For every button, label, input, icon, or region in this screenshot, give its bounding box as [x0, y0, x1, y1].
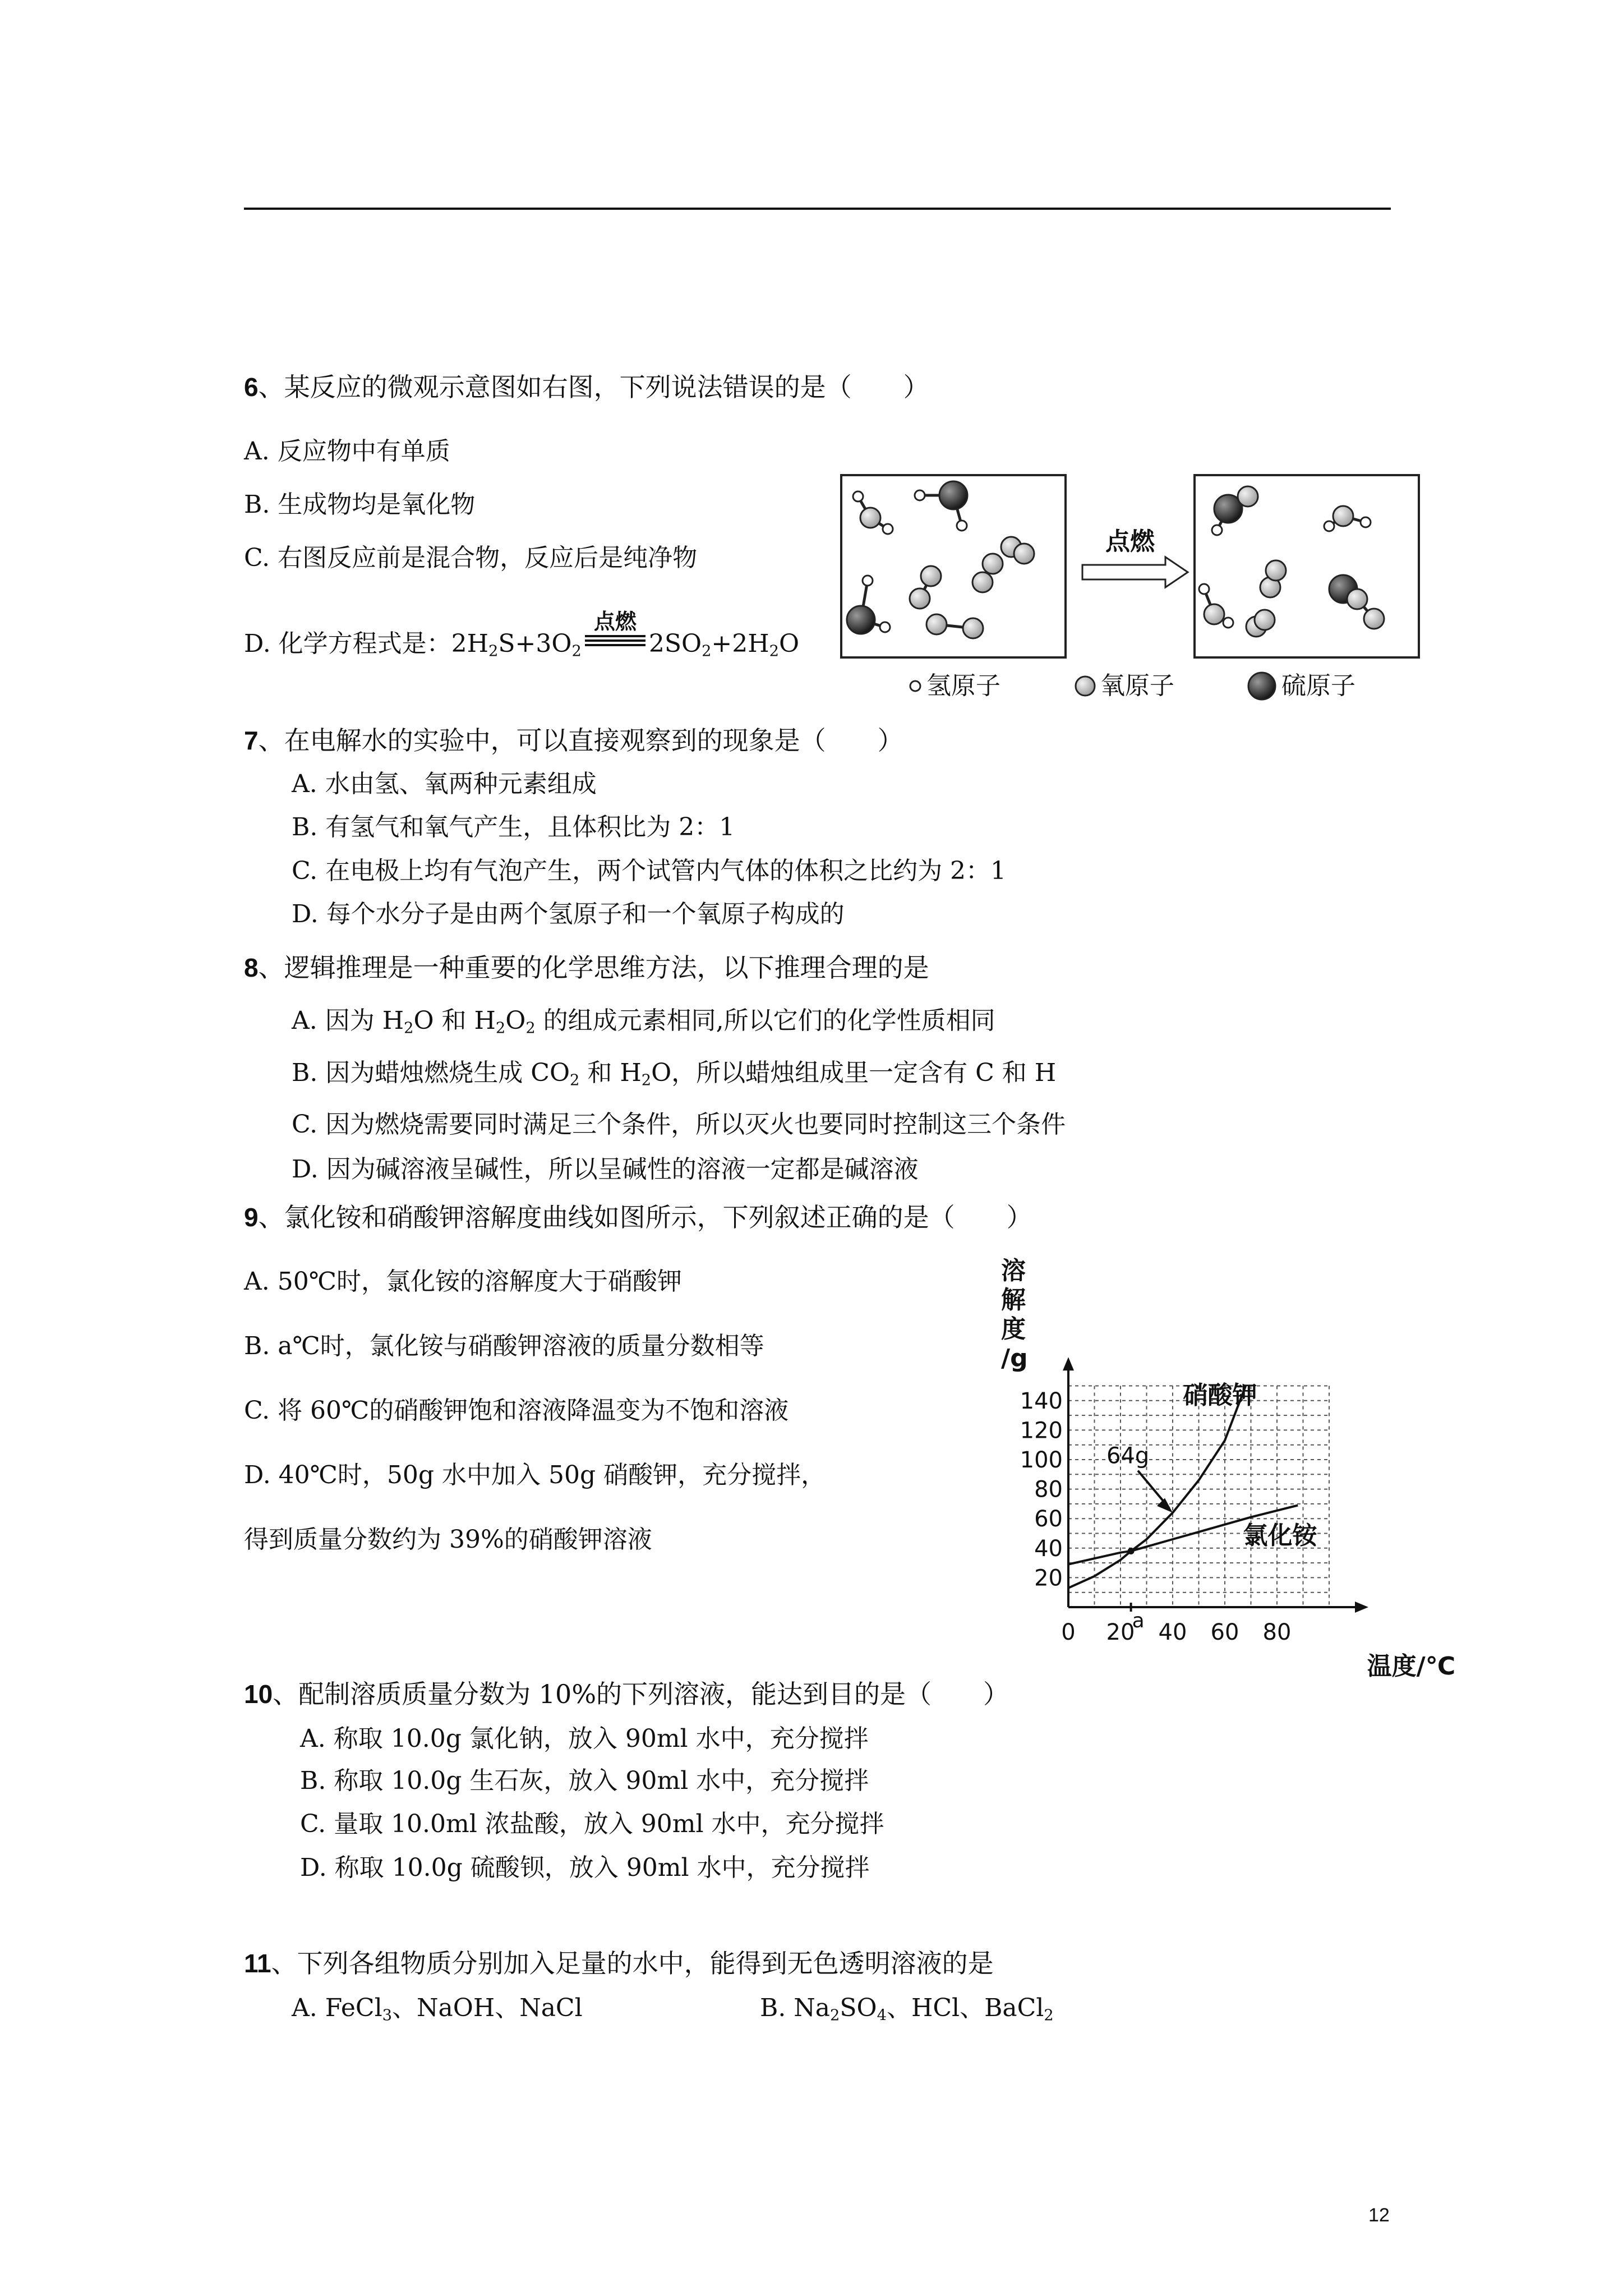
q7-option-b: B. 有氢气和氧气产生，且体积比为 2：1 — [292, 813, 735, 841]
arrow-label: 点燃 — [1105, 527, 1155, 556]
reaction-condition: 点燃 — [582, 627, 649, 655]
solubility-chart — [976, 1257, 1458, 1677]
y-tick-label: 140 — [1020, 1388, 1063, 1414]
q11-option-a: A. FeCl$_3$、NaOH、NaCl — [292, 1994, 583, 2024]
reaction-arrow — [1082, 557, 1188, 587]
oxygen-legend-icon — [1076, 677, 1095, 696]
x-axis-title: 温度/℃ — [1367, 1652, 1455, 1677]
q8-option-c: C. 因为燃烧需要同时满足三个条件，所以灭火也要同时控制这三个条件 — [292, 1110, 1066, 1139]
y-axis-title: /g — [1001, 1344, 1028, 1373]
q8-option-a: A. 因为 $H_2O$ 和 $H_2O_2$ 的组成元素相同,所以它们的化学性质相同 — [292, 1006, 995, 1037]
q7-stem-text: 、在电解水的实验中，可以直接观察到的现象是（ ） — [258, 725, 903, 756]
q9-option-a: A. 50℃时，氯化铵的溶解度大于硝酸钾 — [244, 1267, 682, 1296]
sulfur-legend-icon — [1248, 673, 1275, 700]
y-axis-title: 溶 — [1001, 1257, 1026, 1285]
y-tick-label: 20 — [1034, 1565, 1063, 1591]
diagram-legend — [910, 671, 1355, 700]
reaction-diagram — [836, 468, 1447, 710]
y-tick-label: 60 — [1034, 1506, 1063, 1533]
legend-hydrogen: 氢原子 — [926, 671, 1000, 700]
q6-option-b: B. 生成物均是氧化物 — [244, 490, 476, 519]
y-axis-title: 度 — [1001, 1315, 1026, 1343]
q9-option-c: C. 将 60℃的硝酸钾饱和溶液降温变为不饱和溶液 — [244, 1396, 789, 1425]
q6-stem — [244, 370, 929, 404]
q9-option-d-cont: 得到质量分数约为 39%的硝酸钾溶液 — [244, 1525, 652, 1554]
x-tick-label: 40 — [1158, 1619, 1187, 1645]
y-axis-title: 解 — [1001, 1286, 1026, 1314]
q10-option-a: A. 称取 10.0g 氯化钠，放入 90ml 水中，充分搅拌 — [300, 1724, 869, 1753]
q10-option-b: B. 称取 10.0g 生石灰，放入 90ml 水中，充分搅拌 — [300, 1766, 869, 1795]
q9-option-d: D. 40℃时，50g 水中加入 50g 硝酸钾，充分搅拌， — [244, 1461, 826, 1489]
y-tick-label: 100 — [1020, 1447, 1063, 1473]
y-tick-label: 40 — [1034, 1535, 1063, 1562]
q10-number: 10 — [244, 1680, 273, 1709]
q8-option-b: B. 因为蜡烛燃烧生成 $CO_2$ 和 $H_2O$，所以蜡烛组成里一定含有 C 和 H — [292, 1059, 1057, 1089]
q7-option-c: C. 在电极上均有气泡产生，两个试管内气体的体积之比约为 2：1 — [292, 857, 1007, 885]
q7-stem — [244, 724, 903, 757]
q9-option-b: B. a℃时，氯化铵与硝酸钾溶液的质量分数相等 — [244, 1332, 764, 1360]
q7-option-d: D. 每个水分子是由两个氢原子和一个氧原子构成的 — [292, 900, 845, 928]
q7-number: 7 — [244, 726, 259, 755]
series-label-1: 硝酸钾 — [1183, 1381, 1257, 1410]
q11-stem — [244, 1947, 994, 1980]
intersection-point — [1128, 1548, 1135, 1554]
q6-option-a: A. 反应物中有单质 — [244, 437, 450, 466]
annotation-a: a — [1132, 1609, 1145, 1632]
q11-option-b: B. $Na_2SO_4$、HCl、BaCl$_2$ — [760, 1994, 1054, 2024]
q6-option-c: C. 右图反应前是混合物，反应后是纯净物 — [244, 544, 698, 572]
legend-oxygen: 氧原子 — [1100, 671, 1174, 700]
legend-sulfur: 硫原子 — [1281, 671, 1355, 700]
annotation-arrowhead-icon — [1157, 1498, 1173, 1513]
q8-stem-text: 、逻辑推理是一种重要的化学思维方法，以下推理合理的是 — [258, 953, 929, 983]
x-tick-label: 80 — [1262, 1619, 1292, 1645]
chart-series — [1068, 1386, 1298, 1588]
y-tick-label: 80 — [1034, 1476, 1063, 1503]
annotation-64g: 64g — [1106, 1443, 1150, 1469]
q9-number: 9 — [244, 1203, 259, 1232]
y-axis-arrow-icon — [1063, 1357, 1074, 1370]
q11-number: 11 — [244, 1949, 271, 1978]
q6-stem-text: 、某反应的微观示意图如右图，下列说法错误的是（ ） — [258, 372, 929, 402]
q6-number: 6 — [244, 372, 259, 402]
q10-option-c: C. 量取 10.0ml 浓盐酸，放入 90ml 水中，充分搅拌 — [300, 1810, 884, 1838]
q8-number: 8 — [244, 953, 259, 982]
x-tick-label: 20 — [1106, 1619, 1135, 1645]
series-label-2: 氯化铵 — [1243, 1521, 1317, 1550]
chart-grid — [1068, 1386, 1329, 1608]
q9-stem — [244, 1200, 1032, 1234]
q9-stem-text: 、氯化铵和硝酸钾溶解度曲线如图所示，下列叙述正确的是（ ） — [258, 1202, 1032, 1232]
hydrogen-legend-icon — [910, 681, 920, 691]
y-tick-label: 120 — [1020, 1418, 1063, 1444]
x-axis-arrow-icon — [1355, 1602, 1368, 1613]
q8-option-d: D. 因为碱溶液呈碱性，所以呈碱性的溶液一定都是碱溶液 — [292, 1155, 919, 1184]
q10-option-d: D. 称取 10.0g 硫酸钡，放入 90ml 水中，充分搅拌 — [300, 1853, 870, 1882]
q10-stem-text: 、配制溶质质量分数为 10%的下列溶液，能达到目的是（ ） — [273, 1679, 1009, 1709]
q11-stem-text: 、下列各组物质分别加入足量的水中，能得到无色透明溶液的是 — [271, 1948, 994, 1978]
q6-option-d: D. 化学方程式是：$2H_2S+3O_2$ 点燃 $2SO_2+2H_2O$ — [244, 609, 800, 660]
q8-stem — [244, 951, 929, 984]
x-tick-label: 60 — [1210, 1619, 1239, 1645]
q7-option-a: A. 水由氢、氧两种元素组成 — [292, 770, 597, 798]
x-tick-label: 0 — [1061, 1619, 1076, 1645]
header-rule — [244, 208, 1391, 210]
q10-stem — [244, 1677, 1009, 1711]
page-number: 12 — [1368, 2205, 1390, 2226]
